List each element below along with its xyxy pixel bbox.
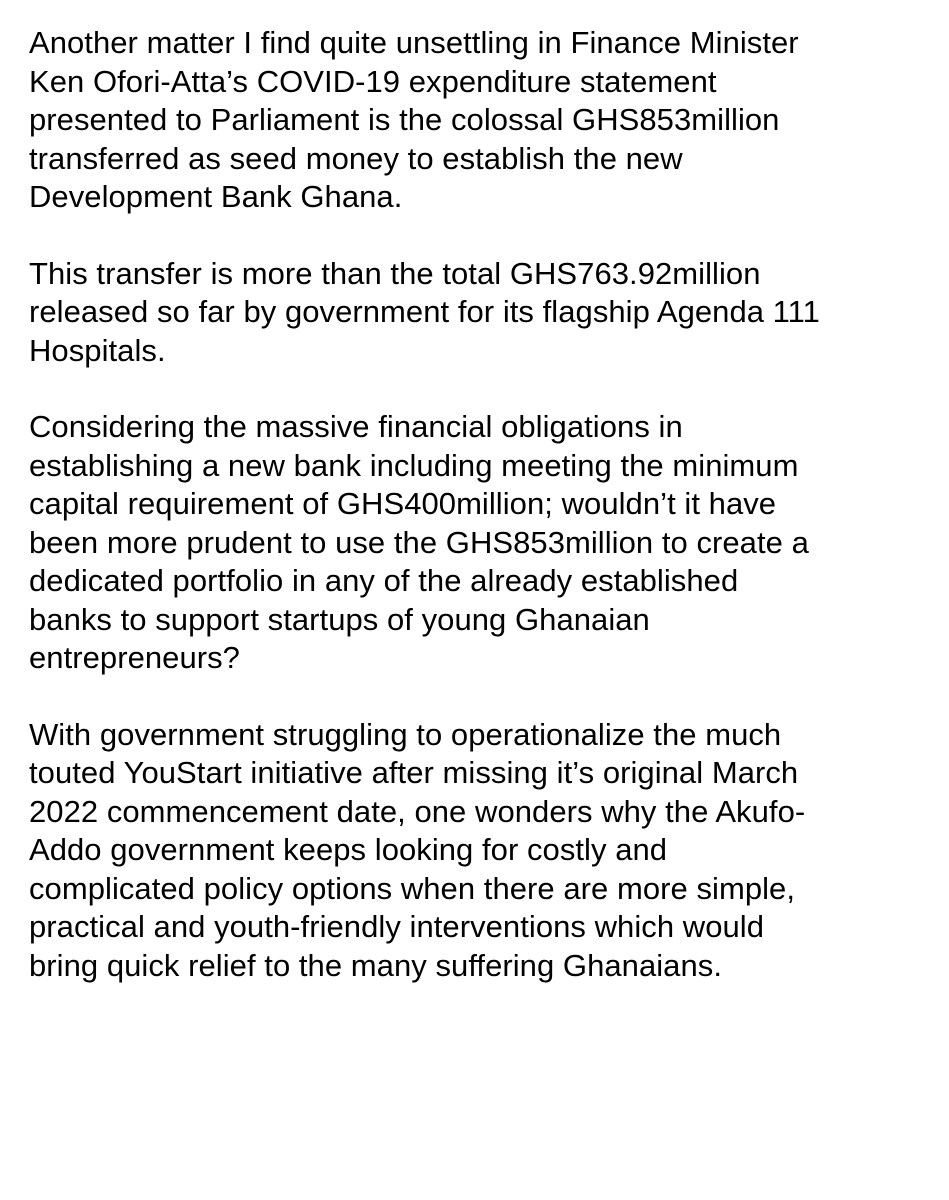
text-line: bring quick relief to the many suffering Ghanaians.	[29, 947, 722, 983]
text-line: Considering the massive financial obligations in	[29, 409, 683, 444]
text-line: Another matter I find quite unsettling in Finance Minister	[29, 25, 799, 60]
text-line: complicated policy options when there are more simple,	[29, 870, 796, 906]
paragraph-4	[29, 716, 929, 986]
text-line: establishing a new bank including meeting the minimum	[29, 447, 799, 483]
paragraph-2	[29, 255, 929, 371]
text-line: been more prudent to use the GHS853million to create a	[29, 524, 809, 560]
text-line: transferred as seed money to establish the new	[29, 140, 683, 176]
text-line: Hospitals.	[29, 332, 166, 368]
text-line: entrepreneurs?	[29, 640, 240, 675]
paragraph-1	[29, 24, 929, 217]
text-line: presented to Parliament is the colossal GHS853million	[29, 102, 780, 137]
paragraph-3	[29, 408, 929, 678]
text-line: This transfer is more than the total GHS763.92million	[29, 255, 761, 291]
text-line: Development Bank Ghana.	[29, 179, 403, 214]
text-line: dedicated portfolio in any of the already established	[29, 563, 739, 598]
text-line: touted YouStart initiative after missing it’s original March	[29, 755, 799, 790]
text-line: With government struggling to operationalize the much	[29, 716, 782, 752]
text-line: capital requirement of GHS400million; wouldn’t it have	[29, 486, 777, 521]
text-line: 2022 commencement date, one wonders why the Akufo-	[29, 793, 806, 829]
text-line: Ken Ofori-Atta’s COVID-19 expenditure statement	[29, 63, 717, 99]
text-line: practical and youth-friendly interventions which would	[29, 909, 765, 944]
text-line: banks to support startups of young Ghanaian	[29, 601, 650, 637]
text-line: Addo government keeps looking for costly and	[29, 832, 668, 867]
document-body	[29, 24, 929, 1023]
text-line: released so far by government for its flagship Agenda 111	[29, 294, 820, 329]
